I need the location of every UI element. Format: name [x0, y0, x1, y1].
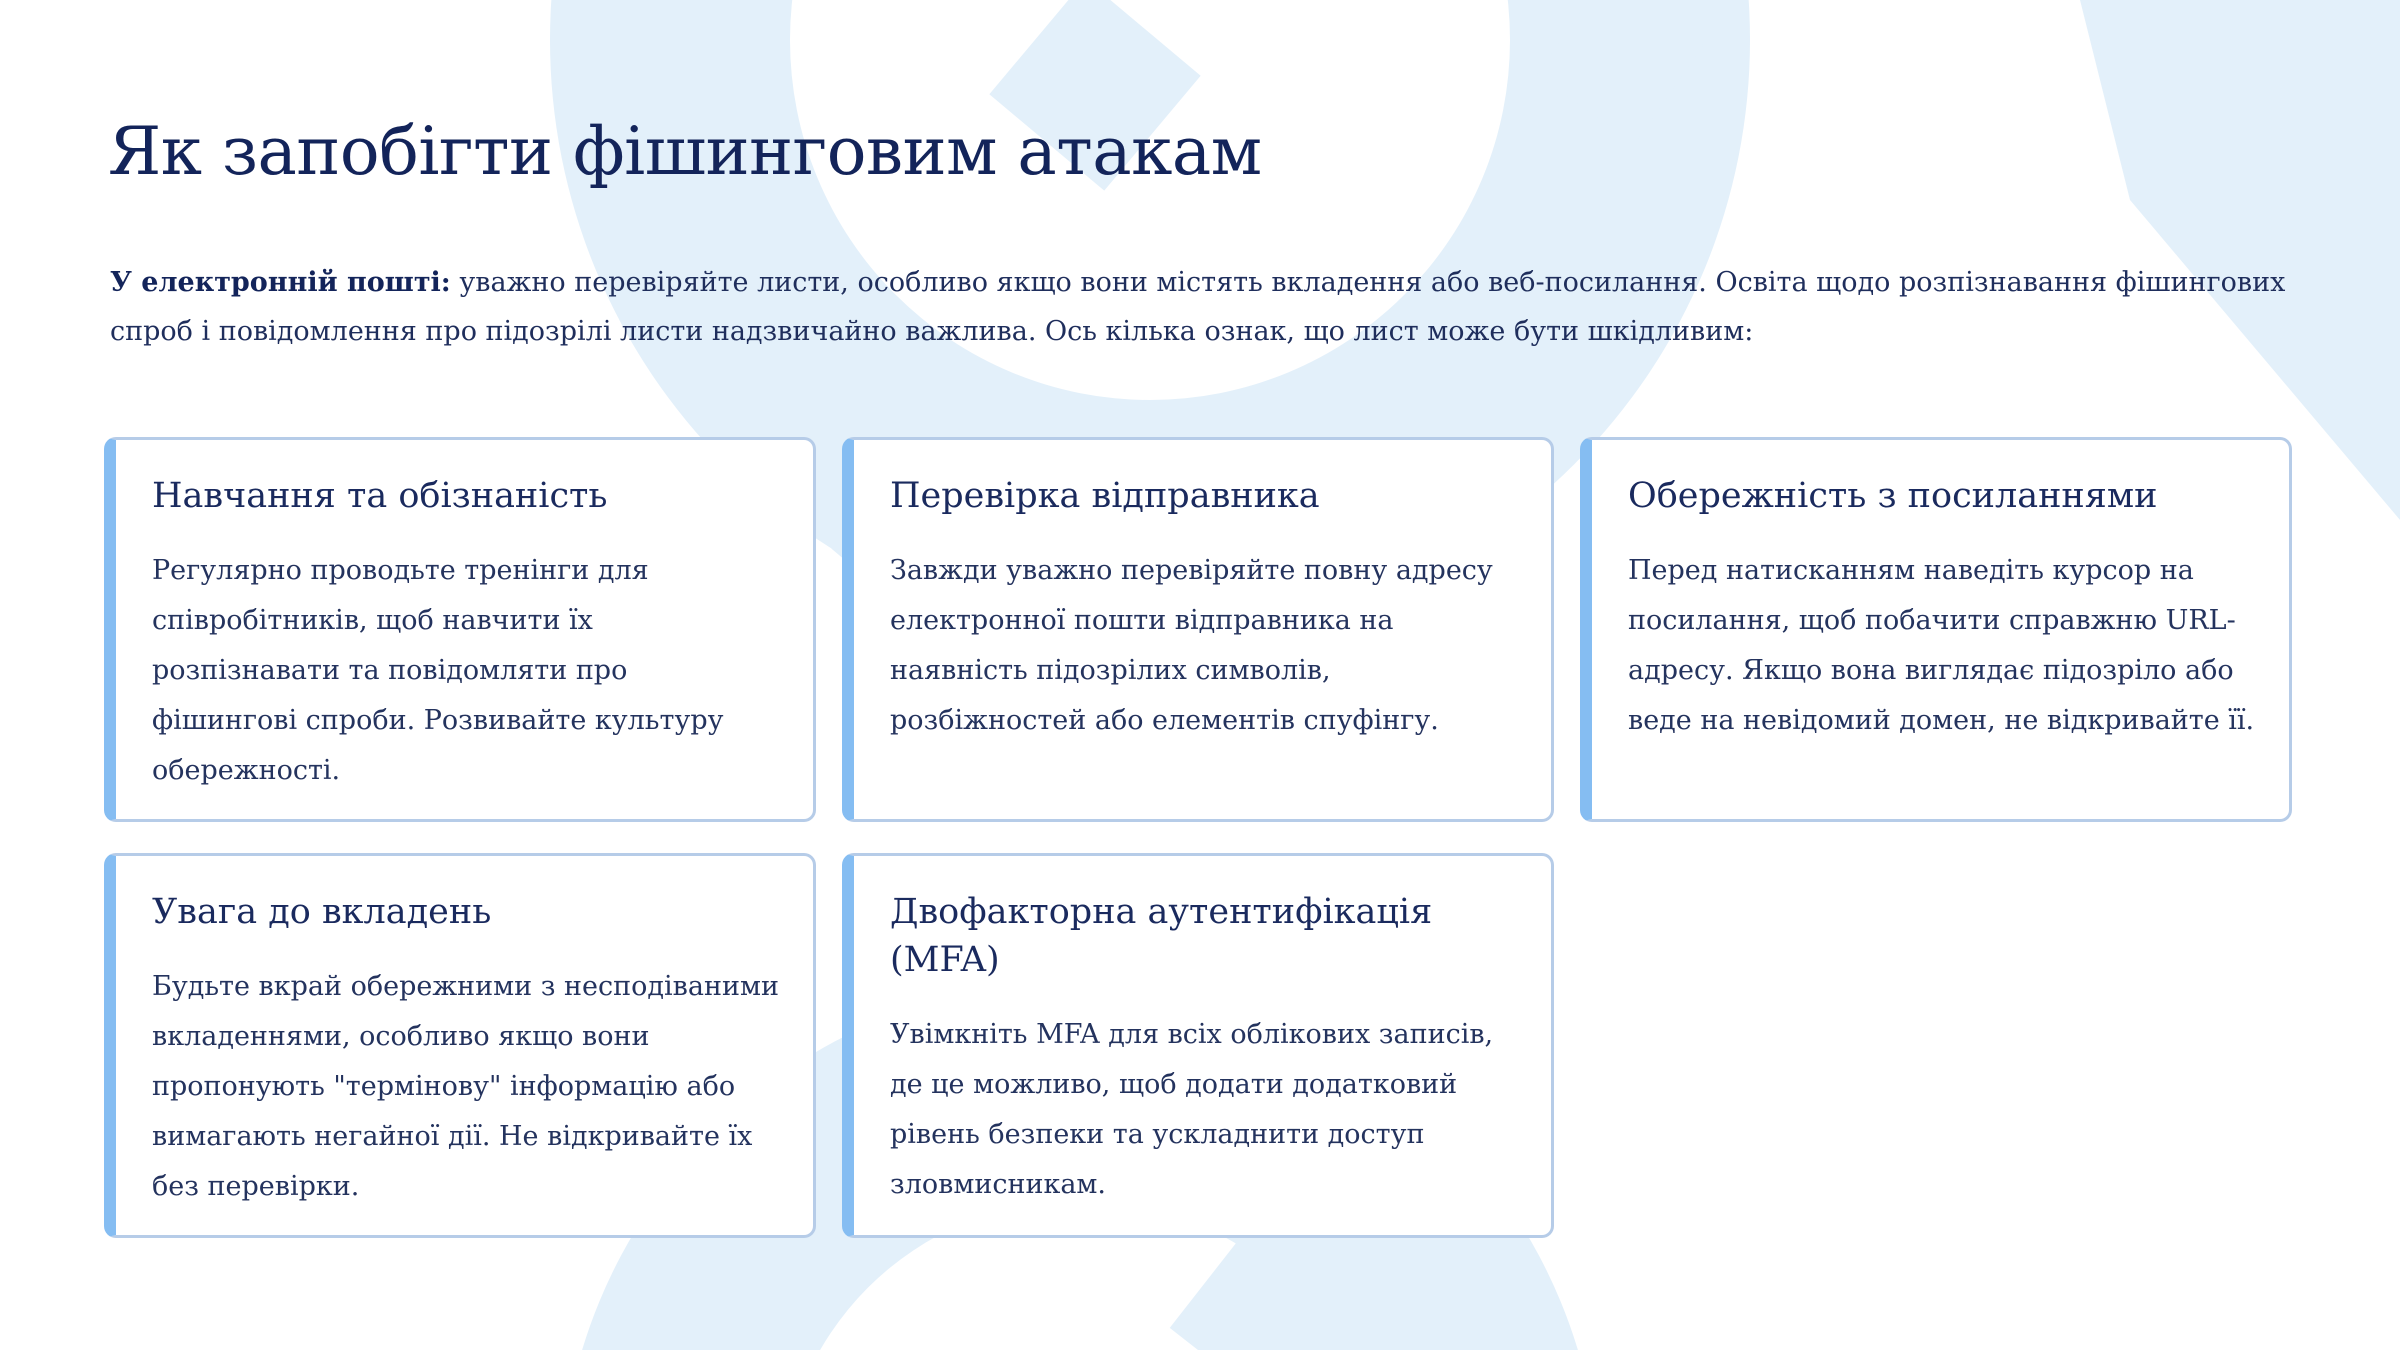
intro-paragraph: [110, 258, 2300, 356]
card-title: Навчання та обізнаність: [152, 476, 608, 516]
card-sender-check: [842, 437, 1554, 822]
card-training: [104, 437, 816, 822]
intro-text: уважно перевіряйте листи, особливо якщо вони містять вкладення або веб-посилання. Освіта щодо розпізнавання фішингових спроб і повідомлення про підозрілі листи надзвичайно важлива. Ось кілька ознак, що лист може бути шкідливим:: [110, 267, 2286, 347]
card-text: Перед натисканням наведіть курсор на посилання, щоб побачити справжню URL-адресу. Якщо вона виглядає підозріло або веде на невідомий домен, не відкривайте її.: [1628, 555, 2255, 736]
card-text: Завжди уважно перевіряйте повну адресу електронної пошти відправника на наявність підозрілих символів, розбіжностей або елементів спуфінгу.: [890, 555, 1493, 736]
card-text: Будьте вкрай обережними з несподіваними вкладеннями, особливо якщо вони пропонують "термінову" інформацію або вимагають негайної дії. Не відкривайте їх без перевірки.: [152, 971, 779, 1202]
card-title: Перевірка відправника: [890, 476, 1320, 516]
card-attachments: [104, 853, 816, 1238]
card-title: Двофакторна аутентифікація (MFA): [890, 892, 1433, 980]
card-text: Увімкніть MFA для всіх облікових записів, де це можливо, щоб додати додатковий рівень безпеки та ускладнити доступ зловмисникам.: [890, 1019, 1494, 1200]
card-title: Обережність з посиланнями: [1628, 476, 2158, 516]
card-mfa: [842, 853, 1554, 1238]
card-links-caution: [1580, 437, 2292, 822]
card-title: Увага до вкладень: [152, 892, 492, 932]
card-text: Регулярно проводьте тренінги для співробітників, щоб навчити їх розпізнавати та повідомляти про фішингові спроби. Розвивайте культуру обережності.: [152, 555, 724, 786]
page-title: Як запобігти фішинговим атакам: [108, 113, 1262, 190]
intro-lead: У електронній пошті:: [110, 267, 451, 298]
